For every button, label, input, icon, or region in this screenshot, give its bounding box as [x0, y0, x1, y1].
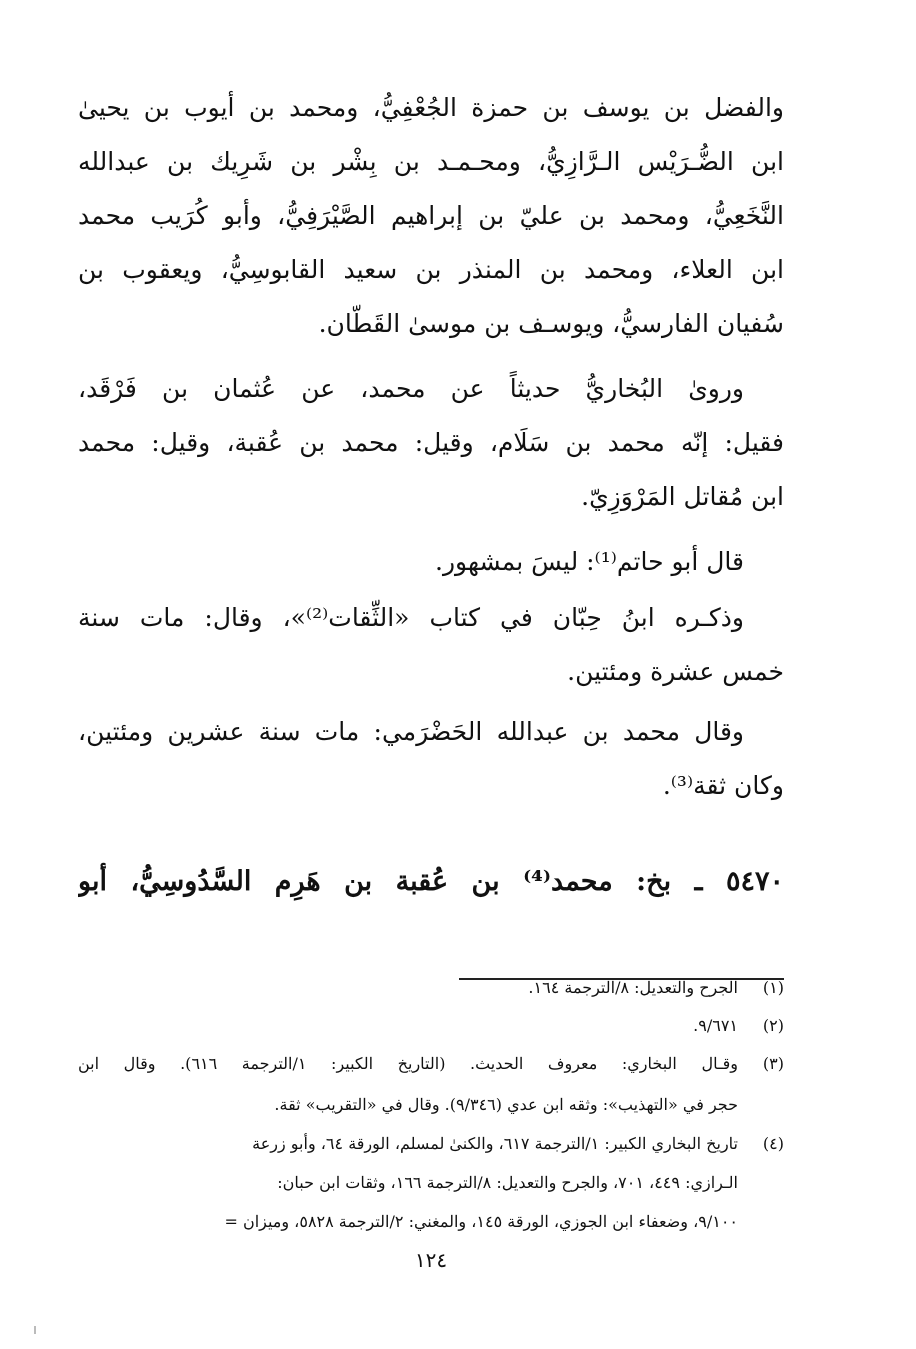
footnote-2	[78, 1013, 784, 1039]
body-line-10: وذكـره ابنُ حِبّان في كتاب «الثِّقات⁽²⁾»، وقال: مات سنة	[78, 603, 744, 632]
footnote-4-continuation-2: ٩/١٠٠، وضعفاء ابن الجوزي، الورقة ١٤٥، والمغني: ٢/الترجمة ٥٨٢٨، وميزان =	[224, 1212, 738, 1231]
body-line-6: ورویٰ البُخاريُّ حديثاً عن محمد، عن عُثمان بن فَرْقَد،	[78, 374, 744, 403]
footnote-1	[78, 975, 784, 1001]
footnote-number: (٢)	[762, 1016, 784, 1035]
page-number: ١٢٤	[414, 1248, 448, 1272]
footnote-text: تاريخ البخاري الكبير: ١/الترجمة ٦١٧، والكنىٰ لمسلم، الورقة ٦٤، وأبو زرعة	[252, 1134, 738, 1153]
body-line-2: ابن الضُّـرَيْس الـرَّازِيُّ، ومحـمـد بن بِشْر بن شَرِيك بن عبدالله	[78, 147, 784, 176]
footnote-text: ٩/٦٧١.	[693, 1016, 738, 1035]
body-line-4: ابن العلاء، ومحمد بن المنذر بن سعيد القابوسِيُّ، ويعقوب بن	[78, 255, 784, 284]
footnote-4-continuation-1: الـرازي: ٤٤٩، ٧٠١، والجرح والتعديل: ٨/الترجمة ١٦٦، وثقات ابن حبان:	[277, 1173, 738, 1192]
body-line-8: ابن مُقاتل المَرْوَزِيّ.	[581, 482, 784, 511]
entry-heading-line: ٥٤٧٠ ـ بخ: محمد⁽⁴⁾ بن عُقبة بن هَرِم السَّدُوسِيُّ، أبو	[78, 866, 784, 897]
body-line-5: سُفيان الفارسيُّ، ويوسـف بن موسىٰ القَطّان.	[318, 309, 784, 338]
body-line-9: قال أبو حاتم⁽¹⁾: ليسَ بمشهور.	[435, 547, 744, 576]
footnote-text: الجرح والتعديل: ٨/الترجمة ١٦٤.	[528, 978, 738, 997]
body-line-11: خمس عشرة ومئتين.	[567, 657, 784, 686]
book-page	[78, 0, 784, 1349]
footnote-3-continuation: حجر في «التهذيب»: وثقه ابن عدي (٩/٣٤٦). وقال في «التقريب» ثقة.	[274, 1095, 738, 1114]
footnote-text: وقـال البخاري: معروف الحديث. (التاريخ الكبير: ١/الترجمة ٦١٦). وقال ابن	[78, 1054, 739, 1073]
body-line-3: النَّخَعِيُّ، ومحمد بن عليّ بن إبراهيم الصَّيْرَفِيُّ، وأبو كُرَيب محمد	[78, 201, 784, 230]
body-line-13: وكان ثقة⁽³⁾.	[662, 771, 784, 800]
footnote-3	[78, 1051, 784, 1077]
body-line-12: وقال محمد بن عبدالله الحَضْرَمي: مات سنة عشرين ومئتين،	[78, 717, 744, 746]
scan-mark	[34, 1326, 36, 1334]
footnote-number: (٤)	[762, 1134, 784, 1153]
footnote-number: (١)	[762, 978, 784, 997]
body-line-7: فقيل: إنّه محمد بن سَلَام، وقيل: محمد بن عُقبة، وقيل: محمد	[78, 428, 784, 457]
body-line-1: والفضل بن يوسف بن حمزة الجُعْفِيُّ، ومحمد بن أيوب بن يحيىٰ	[78, 93, 784, 122]
footnote-4	[78, 1131, 784, 1157]
footnote-number: (٣)	[762, 1054, 784, 1073]
